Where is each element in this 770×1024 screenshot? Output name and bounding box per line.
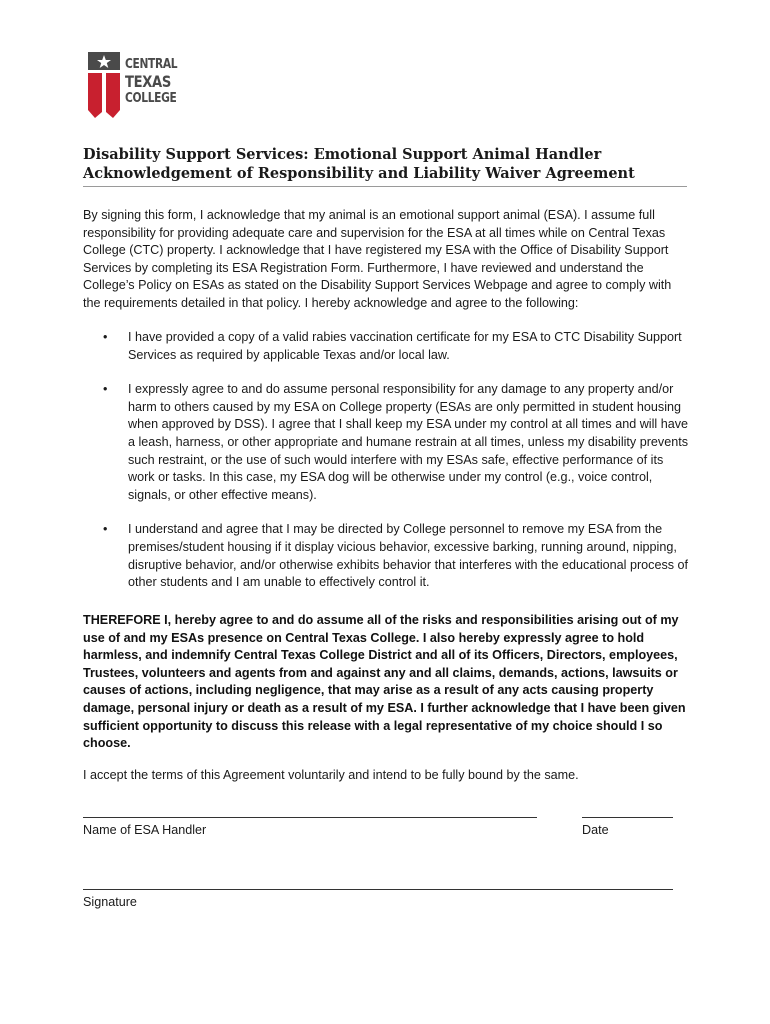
waiver-paragraph: THEREFORE I, hereby agree to and do assume all of the risks and responsibilities arising out of my use of and my ESAs presence on Central Texas College. I also hereby expressly agree to hold harmless, and indemnify Central Texas College District and all of its Officers, Directors, employees, Trustees, volunteers and agents from and against any and all claims, demands, actions, lawsuits or causes of actions, including negligence, that may arise as a result of any acts causing property damage, personal injury or death as a result of my ESA. I further acknowledge that I have been given sufficient opportunity to discuss this release with a legal representative of my choice should I so choose. xyxy=(83,613,686,751)
bullet-icon: • xyxy=(103,330,108,344)
list-item xyxy=(83,521,689,591)
college-logo-wordmark xyxy=(125,57,178,106)
acceptance-statement: I accept the terms of this Agreement voluntarily and intend to be fully bound by the same. xyxy=(83,768,579,782)
list-item-text: I understand and agree that I may be directed by College personnel to remove my ESA from the premises/student housing if it display vicious behavior, excessive barking, running around, nipping, disruptive behavior, and/or otherwise exhibits behavior that interferes with the educational process of other students and I am unable to effectively control it. xyxy=(128,522,689,590)
bullet-icon: • xyxy=(103,382,108,397)
college-logo xyxy=(88,52,178,122)
list-item-text: I have provided a copy of a valid rabies vaccination certificate for my ESA to CTC Disability Support Services as required by applicable Texas and/or local law. xyxy=(128,330,682,362)
title-divider xyxy=(83,186,687,187)
logo-line-2: TEXAS xyxy=(125,72,171,91)
logo-line-1: CENTRAL xyxy=(125,57,178,72)
date-label: Date xyxy=(582,823,609,837)
handler-name-label: Name of ESA Handler xyxy=(83,823,207,837)
logo-line-3: COLLEGE xyxy=(125,91,177,106)
bullet-icon: • xyxy=(103,522,108,537)
date-line[interactable] xyxy=(582,817,673,818)
list-item xyxy=(83,381,689,504)
college-logo-mark xyxy=(88,52,120,122)
handler-name-line[interactable] xyxy=(83,817,537,818)
page-title: Disability Support Services: Emotional Support Animal Handler Acknowledgement of Responsibility and Liability Waiver Agreement xyxy=(83,146,635,182)
list-item-text: I expressly agree to and do assume personal responsibility for any damage to any property and/or harm to others caused by my ESA on College property (ESAs are only permitted in student housing when approved by DSS). I agree that I shall keep my ESA under my control at all times and will have a leash, harness, or other appropriate and humane restrain at all times, unless my disability prevents such restraint, or the use of such would interfere with my ESAs safe, effective performance of its work or tasks. In this case, my ESA dog will be otherwise under my control (e.g., voice control, signals, or other effective means). xyxy=(128,382,689,502)
signature-label: Signature xyxy=(83,895,137,909)
signature-line[interactable] xyxy=(83,889,673,890)
intro-paragraph: By signing this form, I acknowledge that my animal is an emotional support animal (ESA). I assume full responsibility for providing adequate care and supervision for the ESA at all times while on Central Texas College (CTC) property. I acknowledge that I have registered my ESA with the Office of Disability Support Services by completing its ESA Registration Form. Furthermore, I have reviewed and understand the College’s Policy on ESAs as stated on the Disability Support Services Webpage and agree to comply with the requirements detailed in that policy. I hereby acknowledge and agree to the following: xyxy=(83,208,672,310)
acknowledgement-list xyxy=(83,329,689,609)
list-item xyxy=(83,329,689,364)
